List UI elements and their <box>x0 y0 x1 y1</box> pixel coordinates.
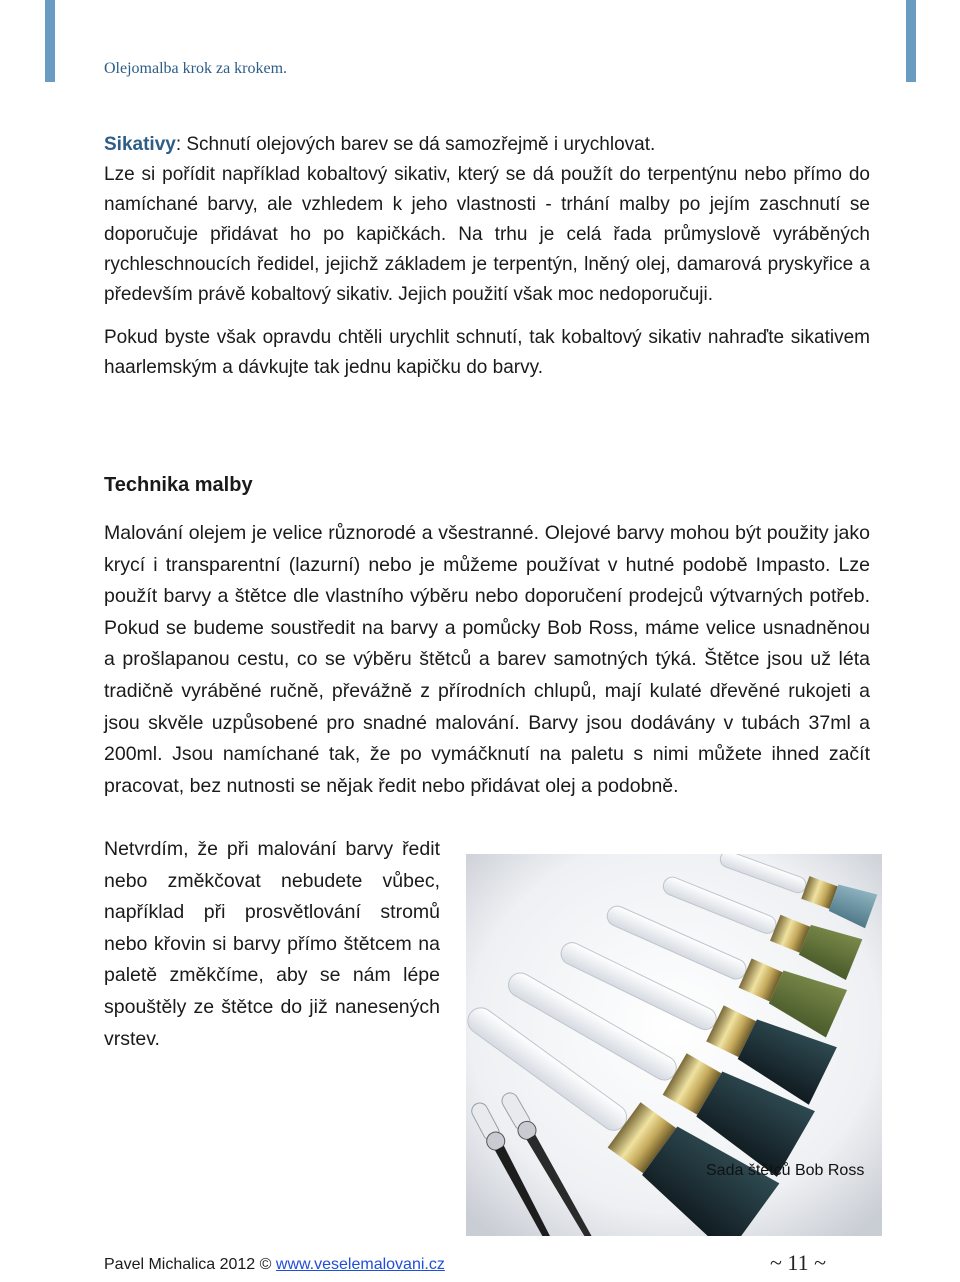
footer-website-link[interactable]: www.veselemalovani.cz <box>275 1256 445 1273</box>
page-number: ~ 11 ~ <box>770 1250 826 1275</box>
sikativy-intro: : Schnutí olejových barev se dá samozřejmě i urychlovat. <box>175 134 656 155</box>
header-decoration-bar-left <box>45 0 55 82</box>
sikativy-body: Lze si pořídit například kobaltový sikativ, který se dá použít do terpentýnu nebo přímo do namíchané barvy, ale vzhledem k jeho vlastnosti - trhání malby po jejím zaschnutí se doporučuje přidávat ho po kapičkách. Na trhu je celá řada průmyslově vyráběných rychleschnoucích ředidel, jejichž základem je terpentýn, lněný olej, damarová pryskyřice a především právě kobaltový sikativ. Jejich použití však moc nedoporučuji. <box>104 164 870 305</box>
sikativy-intro-line <box>104 130 870 160</box>
footer-author: Pavel Michalica 2012 © <box>104 1256 272 1273</box>
running-header-title: Olejomalba krok za krokem. <box>104 60 288 77</box>
sikativy-keyword: Sikativy <box>104 134 176 155</box>
technika-paragraph: Malování olejem je velice různorodé a všestranné. Olejové barvy mohou být použity jako krycí i transparentní (lazurní) nebo je můžeme používat v hutné podobě Impasto. Lze použít barvy a štětce dle vlastního výběru nebo doporučení prodejců výtvarných potřeb. Pokud se budeme soustředit na barvy a pomůcky Bob Ross, máme velice usnadněnou a prošlapanou cestu, co se výběru štětců a barev samotných týká. Štětce jsou už léta tradičně vyráběné ručně, převážně z přírodních chlupů, mají kulaté dřevěné rukojeti a jsou skvěle uzpůsobené pro snadné malování. Barvy jsou dodávány v tubách 37ml a 200ml. Jsou namíchané tak, že po vymáčknutí na paletu s nimi můžete ihned začít pracovat, bez nutnosti se nějak ředit nebo přidávat olej a podobně. <box>104 522 870 797</box>
sikativy-paragraph <box>104 130 870 310</box>
sikativy-paragraph-2: Pokud byste však opravdu chtěli urychlit schnutí, tak kobaltový sikativ nahraďte sikativem haarlemským a dávkujte tak jednu kapičku do barvy. <box>104 327 870 378</box>
technika-paragraph-2: Netvrdím, že při malování barvy ředit nebo změkčovat nebudete vůbec, například při prosvětlování stromů nebo křovin si barvy přímo štětcem na paletě změkčíme, aby se nám lépe spouštěly ze štětce do již nanesených vrstev. <box>104 838 440 1050</box>
footer-credit <box>104 1256 445 1274</box>
figure-caption: Sada štětců Bob Ross <box>706 1162 865 1179</box>
header-decoration-bar-right <box>906 0 916 82</box>
section-heading-technika: Technika malby <box>104 474 253 496</box>
